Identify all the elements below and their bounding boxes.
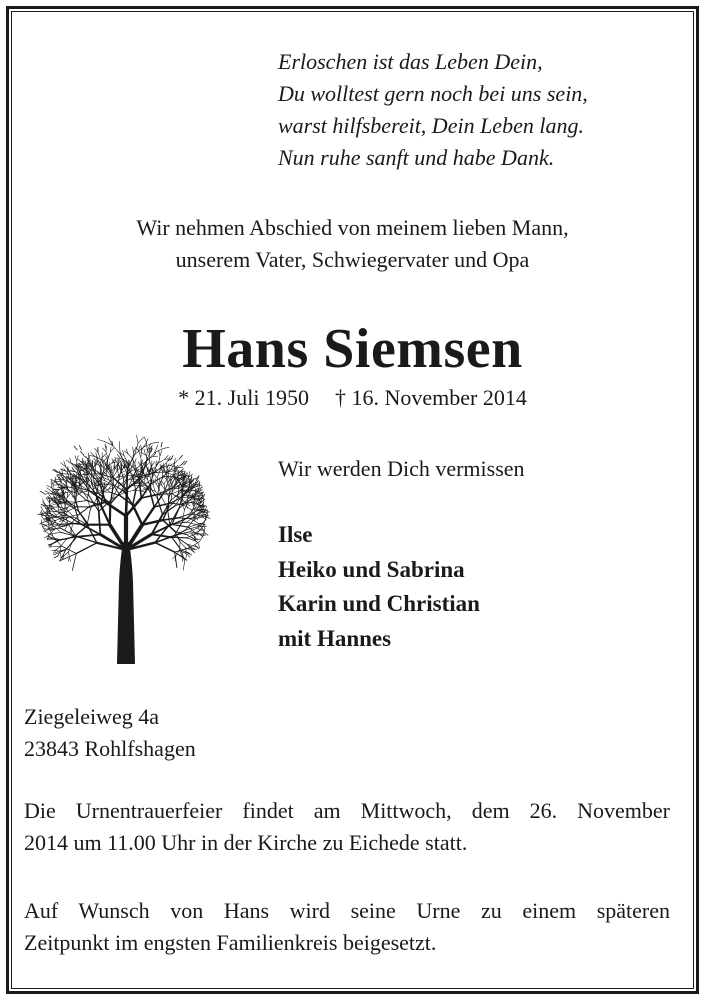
burial-line: Auf Wunsch von Hans wird seine Urne zu einem späteren (24, 898, 670, 923)
poem-line: warst hilfsbereit, Dein Leben lang. (278, 113, 584, 138)
poem-line: Erloschen ist das Leben Dein, (278, 49, 543, 74)
poem-line: Nun ruhe sanft und habe Dank. (278, 145, 555, 170)
life-dates (0, 383, 705, 413)
message: Wir werden Dich vermissen (278, 456, 525, 481)
bare-tree-icon (36, 432, 212, 664)
poem (278, 46, 588, 174)
signer-name: mit Hannes (278, 625, 392, 651)
address-street: Ziegeleiweg 4a (24, 704, 159, 729)
address (24, 701, 196, 765)
signer-name: Ilse (278, 522, 313, 547)
burial-line: Zeitpunkt im engsten Familienkreis beigesetzt. (24, 930, 437, 955)
death-date: † 16. November 2014 (334, 385, 527, 410)
ceremony-notice (24, 795, 670, 859)
ceremony-line: Die Urnentrauerfeier findet am Mittwoch, dem 26. November (24, 798, 670, 823)
poem-line: Du wolltest gern noch bei uns sein, (278, 81, 588, 106)
intro-line: unserem Vater, Schwiegervater und Opa (175, 247, 530, 272)
signers (278, 518, 480, 656)
ceremony-line: 2014 um 11.00 Uhr in der Kirche zu Eichede statt. (24, 830, 468, 855)
burial-notice (24, 895, 670, 959)
farewell-intro (0, 212, 705, 276)
address-city: 23843 Rohlfshagen (24, 736, 196, 761)
intro-line: Wir nehmen Abschied von meinem lieben Mann, (136, 215, 569, 240)
deceased-name: Hans Siemsen (182, 318, 523, 380)
birth-date: * 21. Juli 1950 (178, 385, 309, 410)
signer-name: Heiko und Sabrina (278, 556, 465, 582)
signer-name: Karin und Christian (278, 591, 480, 616)
